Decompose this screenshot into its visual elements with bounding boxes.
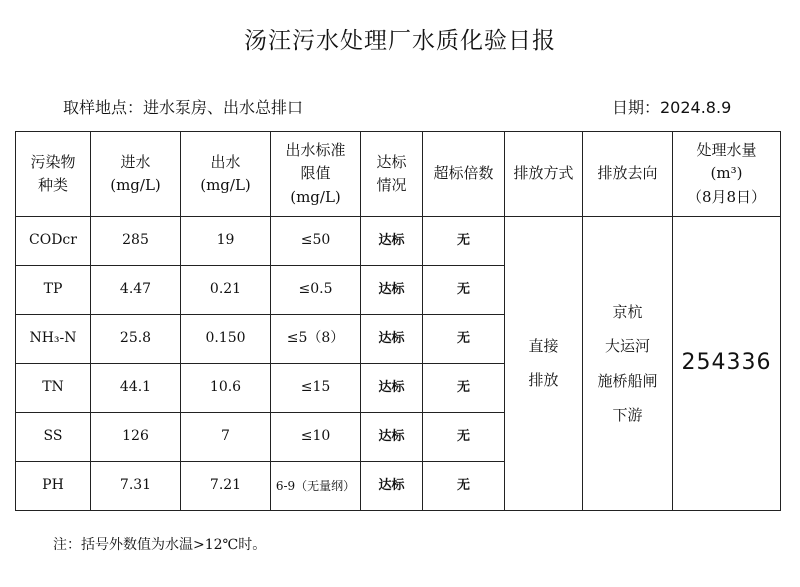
effluent-cell: 0.21 — [181, 266, 271, 315]
header-limit-line2: 限值 — [300, 164, 331, 183]
limit-cell: ≤15 — [271, 364, 361, 413]
header-limit-line3: (mg/L) — [290, 187, 341, 206]
header-effluent — [181, 132, 271, 217]
treated-volume-value: 254336 — [673, 217, 781, 511]
influent-cell: 285 — [91, 217, 181, 266]
status-cell: 达标 — [361, 217, 423, 266]
header-compliance — [361, 132, 423, 217]
effluent-cell: 19 — [181, 217, 271, 266]
status-cell: 达标 — [361, 462, 423, 511]
destination-line3: 施桥船闸 — [597, 371, 658, 390]
destination-line1: 京杭 — [612, 302, 643, 321]
discharge-method-line1: 直接 — [528, 337, 559, 356]
limit-cell: ≤5（8） — [271, 315, 361, 364]
influent-cell: 4.47 — [91, 266, 181, 315]
influent-cell: 44.1 — [91, 364, 181, 413]
limit-cell: ≤50 — [271, 217, 361, 266]
effluent-cell: 10.6 — [181, 364, 271, 413]
exceed-cell: 无 — [423, 217, 505, 266]
discharge-method-line2: 排放 — [528, 370, 559, 389]
pollutant-cell: TN — [16, 364, 91, 413]
header-influent-line1: 进水 — [120, 152, 151, 171]
header-influent — [91, 132, 181, 217]
limit-cell: 6-9（无量纲） — [271, 462, 361, 511]
header-influent-line2: (mg/L) — [110, 176, 161, 194]
pollutant-cell: CODcr — [16, 217, 91, 266]
status-cell: 达标 — [361, 413, 423, 462]
destination-line2: 大运河 — [604, 337, 650, 355]
exceed-cell: 无 — [423, 364, 505, 413]
discharge-destination-cell — [583, 217, 673, 511]
pollutant-cell: TP — [16, 266, 91, 315]
header-effluent-line1: 出水 — [210, 152, 241, 171]
status-cell: 达标 — [361, 315, 423, 364]
header-volume-line2: (m³) — [710, 164, 743, 183]
header-treated-volume — [673, 132, 781, 217]
header-volume-line1: 处理水量 — [696, 141, 757, 160]
header-effluent-line2: (mg/L) — [200, 176, 251, 194]
header-pollutant — [16, 132, 91, 217]
sampling-location: 取样地点：进水泵房、出水总排口 — [63, 98, 304, 117]
header-volume-line3: （8月8日） — [686, 187, 767, 206]
header-compliance-line2: 情况 — [376, 176, 407, 194]
status-cell: 达标 — [361, 364, 423, 413]
exceed-cell: 无 — [423, 315, 505, 364]
water-quality-table — [15, 131, 781, 511]
influent-cell: 7.31 — [91, 462, 181, 511]
header-discharge-method: 排放方式 — [505, 132, 583, 217]
header-row — [16, 132, 781, 217]
header-compliance-line1: 达标 — [376, 152, 407, 171]
header-exceed-multiple: 超标倍数 — [423, 132, 505, 217]
report-title: 汤汪污水处理厂水质化验日报 — [244, 28, 556, 54]
influent-cell: 25.8 — [91, 315, 181, 364]
discharge-method-cell — [505, 217, 583, 511]
exceed-cell: 无 — [423, 462, 505, 511]
limit-cell: ≤0.5 — [271, 266, 361, 315]
influent-cell: 126 — [91, 413, 181, 462]
effluent-cell: 0.150 — [181, 315, 271, 364]
header-limit-line1: 出水标准 — [285, 141, 346, 160]
status-cell: 达标 — [361, 266, 423, 315]
effluent-cell: 7.21 — [181, 462, 271, 511]
exceed-cell: 无 — [423, 266, 505, 315]
header-limit — [271, 132, 361, 217]
pollutant-cell: NH₃-N — [16, 315, 91, 364]
destination-line4: 下游 — [612, 406, 643, 424]
header-pollutant-line1: 污染物 — [30, 152, 76, 171]
report-date: 日期：2024.8.9 — [612, 98, 732, 117]
pollutant-cell: PH — [16, 462, 91, 511]
pollutant-cell: SS — [16, 413, 91, 462]
effluent-cell: 7 — [181, 413, 271, 462]
header-discharge-destination: 排放去向 — [583, 132, 673, 217]
limit-cell: ≤10 — [271, 413, 361, 462]
header-pollutant-line2: 种类 — [37, 176, 68, 194]
table-row — [16, 217, 781, 266]
footnote: 注：括号外数值为水温>12℃时。 — [53, 537, 267, 553]
exceed-cell: 无 — [423, 413, 505, 462]
